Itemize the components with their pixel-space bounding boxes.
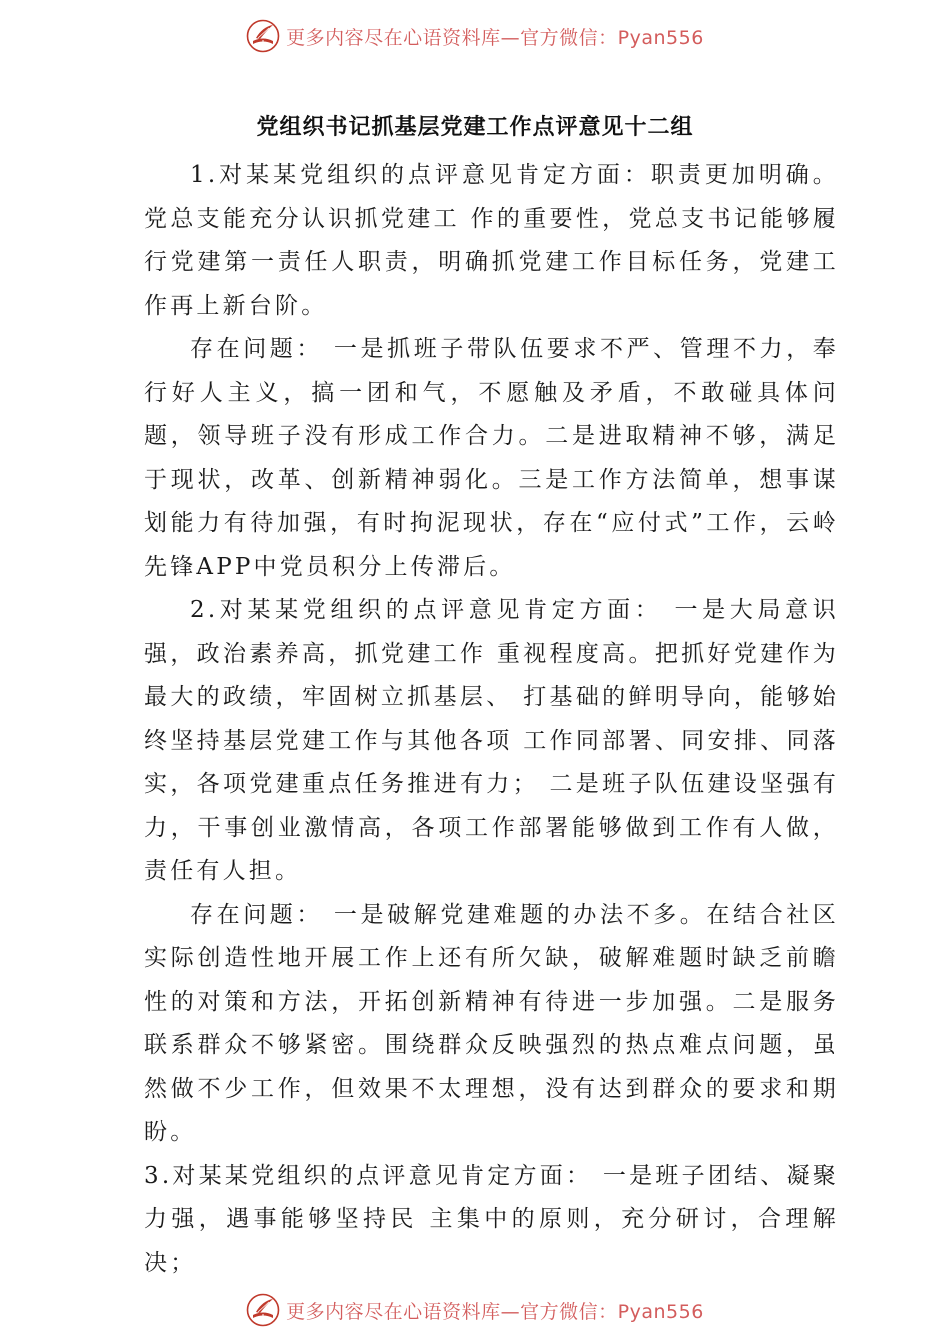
header-watermark [0, 16, 950, 56]
paragraph: 存在问题： 一是破解党建难题的办法不多。在结合社区实际创造性地开展工作上还有所欠缺，破解难题时缺乏前瞻性的对策和方法，开拓创新精神有待进一步加强。二是服务 联系群众不够紧密。围绕群众反映强烈的热点难点问题，虽 然做不少工作，但效果不太理想，没有达到群众的要求和期盼。 [144, 901, 839, 1145]
paragraph: 1.对某某党组织的点评意见肯定方面：职责更加明确。党总支能充分认识抓党建工 作的重要性，党总支书记能够履行党建第一责任人职责，明确抓党建工作目标任务，党建工作再上新台阶。 [144, 162, 839, 319]
paragraph: 3.对某某党组织的点评意见肯定方面： 一是班子团结、凝聚力强，遇事能够坚持民 主集中的原则，充分研讨，合理解决； [144, 1162, 839, 1276]
book-feather-logo-icon [246, 19, 280, 53]
paragraph: 2.对某某党组织的点评意见肯定方面： 一是大局意识强，政治素养高，抓党建工作 重视程度高。把抓好党建作为最大的政绩，牢固树立抓基层、 打基础的鲜明导向，能够始终坚持基层党建工作与其他各项 工作同部署、同安排、同落实，各项党建重点任务推进有力； 二是班子队伍建设坚强有力，干事创业激情高，各项工作部署能够做到工作有人做，责任有人担。 [144, 597, 839, 884]
book-feather-logo-icon [246, 1293, 280, 1327]
paragraph: 存在问题： 一是抓班子带队伍要求不严、管理不力，奉行好人主义，搞一团和气，不愿触及矛盾，不敢碰具体问题，领导班子没有形成工作合力。二是进取精神不够，满足于现状，改革、创新精神弱化。三是工作方法简单，想事谋划能力有待加强，有时拘泥现状，存在“应付式”工作，云岭先锋APP中党员积分上传滞后。 [144, 336, 839, 580]
watermark-text: 更多内容尽在心语资料库—官方微信：Pyan556 [286, 1300, 704, 1323]
document-body [144, 154, 839, 1285]
document-title: 党组织书记抓基层党建工作点评意见十二组 [256, 115, 694, 140]
footer-watermark [0, 1290, 950, 1330]
watermark-text: 更多内容尽在心语资料库—官方微信：Pyan556 [286, 26, 704, 49]
